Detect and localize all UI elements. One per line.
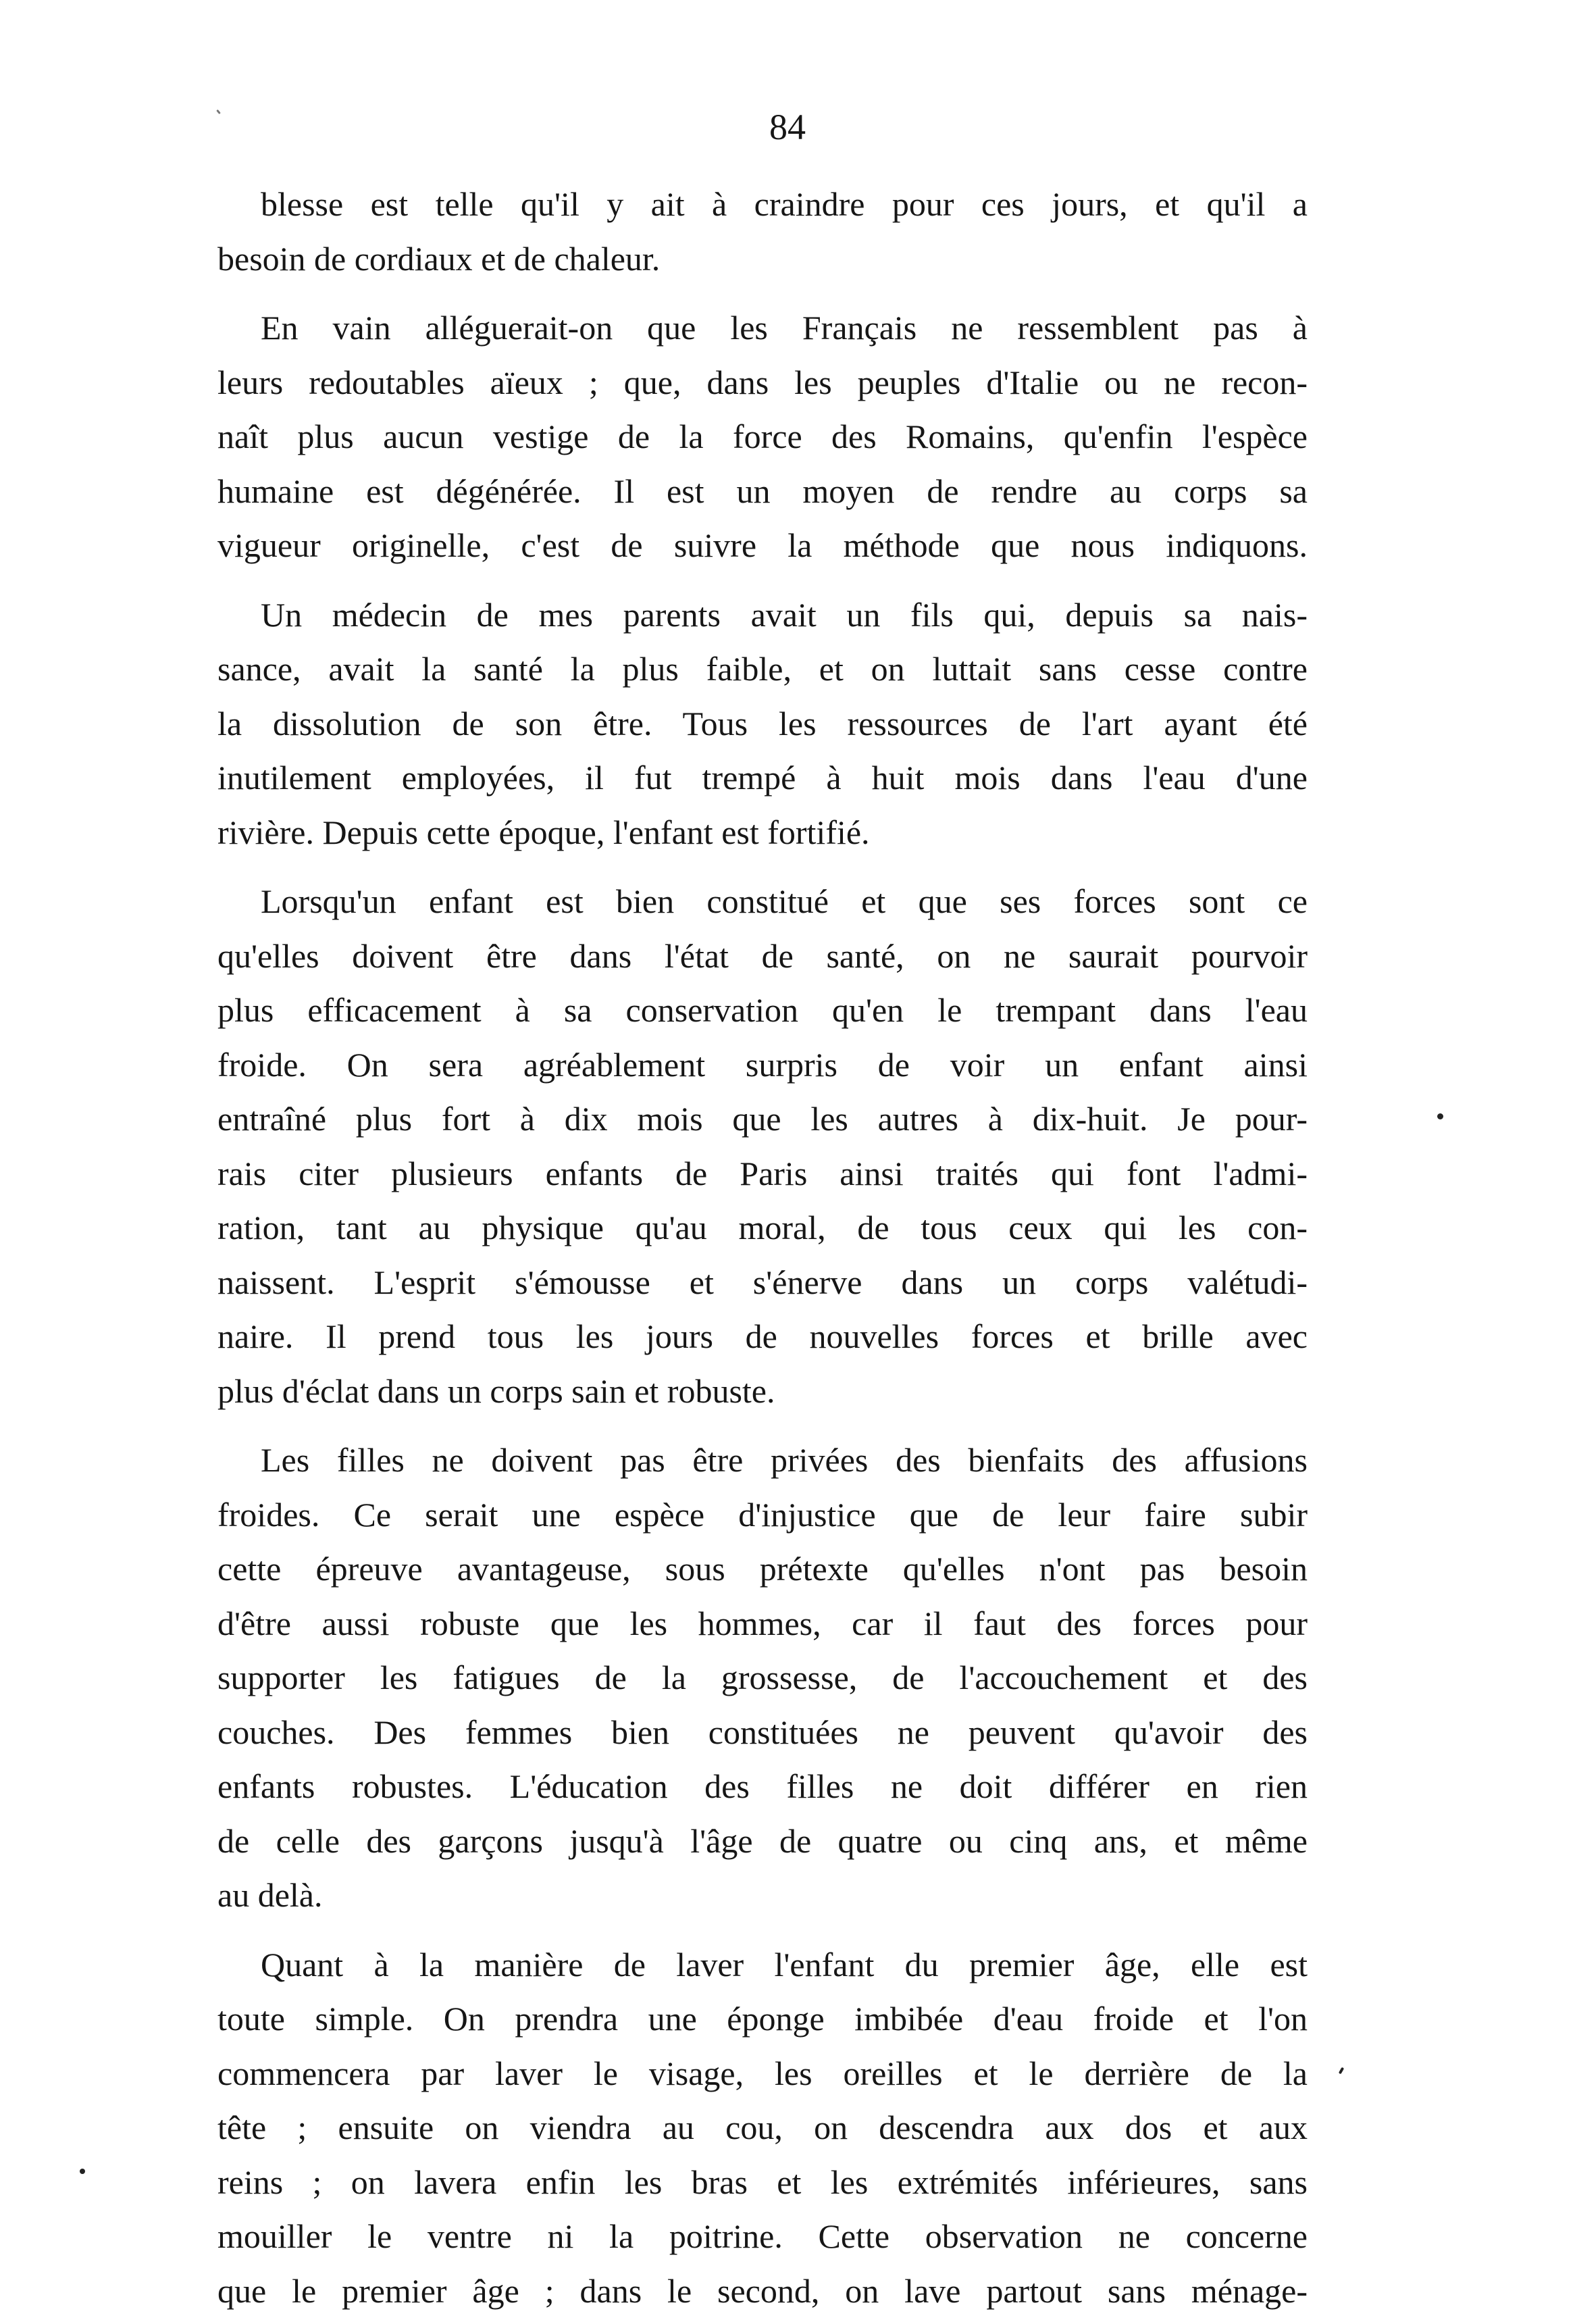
paragraph-1 xyxy=(217,177,1308,286)
paragraph-5 xyxy=(217,1433,1308,1923)
text-line: qu'elles doivent être dans l'état de santé, on ne saurait pourvoir xyxy=(217,936,1308,975)
text-line: au delà. xyxy=(217,1876,323,1914)
text-line: mouiller le ventre ni la poitrine. Cette observation ne concerne xyxy=(217,2217,1308,2255)
page-number: 84 xyxy=(769,107,806,147)
text-line: naire. Il prend tous les jours de nouvelles forces et brille avec xyxy=(217,1317,1308,1355)
text-line: toute simple. On prendra une éponge imbibée d'eau froide et l'on xyxy=(217,2000,1308,2038)
text-line: ration, tant au physique qu'au moral, de tous ceux qui les con- xyxy=(217,1209,1308,1246)
text-line: Les filles ne doivent pas être privées des bienfaits des affusions xyxy=(261,1441,1308,1479)
text-line: naît plus aucun vestige de la force des Romains, qu'enfin l'espèce xyxy=(217,418,1308,455)
paragraph-3 xyxy=(217,588,1308,860)
text-line: froide. On sera agréablement surpris de voir un enfant ainsi xyxy=(217,1045,1308,1084)
text-line: d'être aussi robuste que les hommes, car il faut des forces pour xyxy=(217,1604,1308,1642)
text-line: plus d'éclat dans un corps sain et robuste. xyxy=(217,1371,775,1410)
text-line: cette épreuve avantageuse, sous prétexte qu'elles n'ont pas besoin xyxy=(217,1550,1308,1588)
text-line: leurs redoutables aïeux ; que, dans les peuples d'Italie ou ne recon- xyxy=(217,363,1308,401)
text-line: sance, avait la santé la plus faible, et on luttait sans cesse contre xyxy=(217,650,1308,688)
text-line: la dissolution de son être. Tous les ressources de l'art ayant été xyxy=(217,704,1308,742)
paragraph-4 xyxy=(217,874,1308,1418)
text-line: humaine est dégénérée. Il est un moyen de rendre au corps sa xyxy=(217,472,1308,510)
paragraph-6 xyxy=(217,1938,1308,2319)
text-line: Quant à la manière de laver l'enfant du premier âge, elle est xyxy=(261,1945,1308,1984)
text-line: rais citer plusieurs enfants de Paris ainsi traités qui font l'admi- xyxy=(217,1154,1308,1192)
text-line: naissent. L'esprit s'émousse et s'énerve dans un corps valétudi- xyxy=(217,1263,1308,1301)
text-line: enfants robustes. L'éducation des filles ne doit différer en rien xyxy=(217,1767,1308,1805)
ink-speck xyxy=(1339,2067,1344,2075)
body-text xyxy=(217,177,1308,2318)
text-line: couches. Des femmes bien constituées ne peuvent qu'avoir des xyxy=(217,1713,1308,1751)
text-line: tête ; ensuite on viendra au cou, on descendra aux dos et aux xyxy=(217,2108,1308,2146)
text-line: froides. Ce serait une espèce d'injustice que de leur faire subir xyxy=(217,1495,1308,1534)
text-line: que le premier âge ; dans le second, on lave partout sans ménage- xyxy=(217,2271,1308,2310)
text-line: commencera par laver le visage, les oreilles et le derrière de la xyxy=(217,2054,1308,2092)
text-line: besoin de cordiaux et de chaleur. xyxy=(217,239,661,278)
paragraph-2 xyxy=(217,301,1308,573)
ink-speck xyxy=(1437,1113,1443,1119)
text-line: plus efficacement à sa conservation qu'en le trempant dans l'eau xyxy=(217,991,1308,1029)
text-line: entraîné plus fort à dix mois que les autres à dix-huit. Je pour- xyxy=(217,1100,1308,1138)
text-line: blesse est telle qu'il y ait à craindre pour ces jours, et qu'il a xyxy=(261,185,1308,223)
text-line: de celle des garçons jusqu'à l'âge de quatre ou cinq ans, et même xyxy=(217,1821,1308,1860)
ink-speck xyxy=(80,2169,85,2174)
text-line: reins ; on lavera enfin les bras et les extrémités inférieures, sans xyxy=(217,2163,1308,2201)
text-line: rivière. Depuis cette époque, l'enfant est fortifié. xyxy=(217,813,870,851)
text-line: inutilement employées, il fut trempé à huit mois dans l'eau d'une xyxy=(217,759,1308,797)
text-line: Un médecin de mes parents avait un fils qui, depuis sa nais- xyxy=(261,595,1308,634)
text-line: En vain alléguerait-on que les Français ne ressemblent pas à xyxy=(261,309,1308,347)
text-line: Lorsqu'un enfant est bien constitué et que ses forces sont ce xyxy=(261,882,1308,920)
text-line: vigueur originelle, c'est de suivre la méthode que nous indiquons. xyxy=(217,526,1308,564)
text-line: supporter les fatigues de la grossesse, de l'accouchement et des xyxy=(217,1659,1308,1696)
